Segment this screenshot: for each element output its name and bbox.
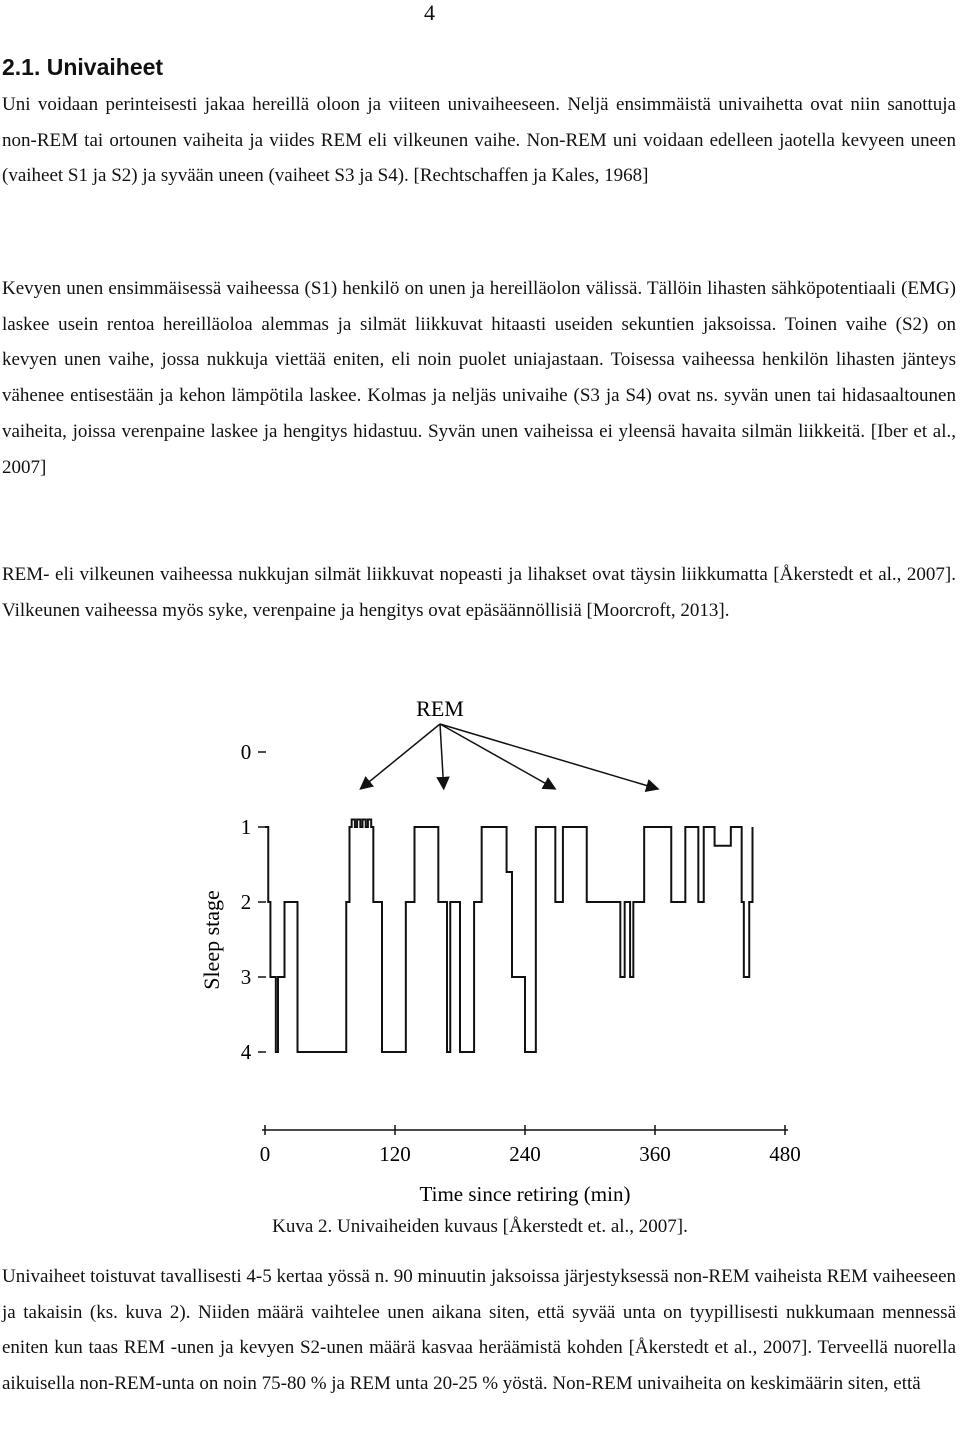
y-tick-label: 2 bbox=[240, 890, 252, 914]
y-axis-label: Sleep stage bbox=[199, 890, 224, 990]
x-tick-label: 480 bbox=[769, 1142, 801, 1166]
rem-annotation: REM bbox=[416, 696, 464, 721]
page-number: 4 bbox=[424, 0, 435, 25]
paragraph-3: REM- eli vilkeunen vaiheessa nukkujan silmät liikkuvat nopeasti ja lihakset ovat täysin liikkumatta [Åkerstedt et al., 2007]. Vilkeunen vaiheessa myös syke, verenpaine ja hengitys ovat epäsäännöllisiä [Moorcroft, 2013]. bbox=[2, 564, 956, 621]
x-tick-label: 120 bbox=[379, 1142, 411, 1166]
y-tick-label: 0 bbox=[240, 740, 252, 764]
y-tick-label: 4 bbox=[240, 1040, 252, 1064]
sleep-stage-series-line bbox=[265, 820, 753, 1053]
paragraph-1: Uni voidaan perinteisesti jakaa hereillä oloon ja viiteen univaiheeseen. Neljä ensimmäistä univaihetta ovat niin sanottuja non-REM tai ortounen vaiheita ja viides REM eli vilkeunen vaihe. Non-REM uni voidaan edelleen jaotella kevyeen uneen (vaiheet S1 ja S2) ja syvään uneen (vaiheet S3 ja S4). [Rechtschaffen ja Kales, 1968] bbox=[2, 94, 956, 187]
rem-arrow bbox=[440, 724, 658, 789]
x-tick-label: 240 bbox=[509, 1142, 541, 1166]
figure-caption: Kuva 2. Univaiheiden kuvaus [Åkerstedt et. al., 2007]. bbox=[272, 1216, 688, 1237]
y-tick-label: 3 bbox=[240, 965, 252, 989]
x-tick-label: 0 bbox=[259, 1142, 271, 1166]
section-title: 2.1. Univaiheet bbox=[2, 54, 164, 80]
x-axis-label: Time since retiring (min) bbox=[419, 1182, 631, 1206]
y-tick-label: 1 bbox=[240, 815, 252, 839]
rem-arrow bbox=[440, 724, 555, 789]
y-axis-ticks bbox=[241, 740, 266, 1064]
paragraph-2: Kevyen unen ensimmäisessä vaiheessa (S1) henkilö on unen ja hereilläolon välissä. Tällöin lihasten sähköpotentiaali (EMG) laskee usein rentoa hereilläoloa alemmas ja silmät liikkuvat hitaasti useiden sekuntien jaksoissa. Toinen vaihe (S2) on kevyen unen vaihe, jossa nukkuja viettää eniten, eli noin puolet uniajastaan. Toisessa vaiheessa henkilön lihasten jänteys vähenee entisestään ja kehon lämpötila laskee. Kolmas ja neljäs univaihe (S3 ja S4) ovat ns. syvän unen tai hidasaaltounen vaiheita, joissa verenpaine laskee ja hengitys hidastuu. Syvän unen vaiheissa ei yleensä havaita silmän liikkeitä. [Iber et al., 2007] bbox=[2, 278, 956, 478]
rem-arrows bbox=[360, 724, 658, 789]
rem-arrow bbox=[440, 724, 444, 789]
rem-arrow bbox=[360, 724, 440, 789]
x-axis-ticks bbox=[260, 1125, 801, 1166]
x-tick-label: 360 bbox=[639, 1142, 671, 1166]
paragraph-4: Univaiheet toistuvat tavallisesti 4-5 kertaa yössä n. 90 minuutin jaksoissa järjestyksessä non-REM vaiheista REM vaiheeseen ja takaisin (ks. kuva 2). Niiden määrä vaihtelee unen aikana siten, että syvää unta on tyypillisesti nukkumaan mennessä eniten kun taas REM -unen ja kevyen S2-unen määrä kasvaa heräämistä kohden [Åkerstedt et al., 2007]. Terveellä nuorella aikuisella non-REM-unta on noin 75-80 % ja REM unta 20-25 % yöstä. Non-REM univaiheita on keskimäärin siten, että bbox=[2, 1266, 956, 1395]
